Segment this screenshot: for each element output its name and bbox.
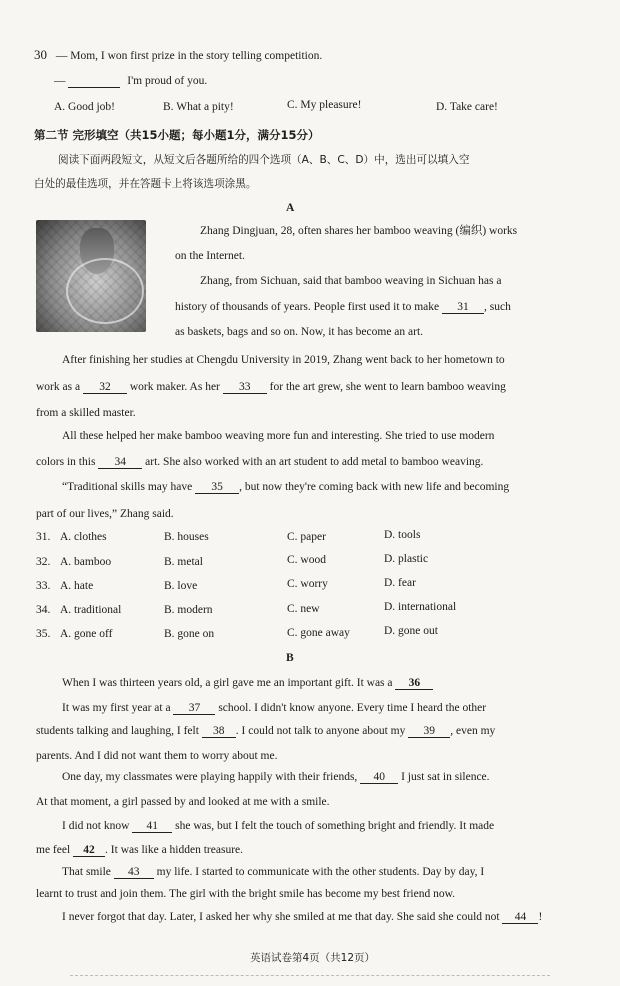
text: work as a: [36, 381, 81, 393]
passage-a-p4b: [36, 456, 483, 469]
text: history of thousands of years. People first used it to make: [175, 301, 440, 313]
option-33-b: B. love: [164, 580, 198, 592]
text: she was, but I felt the touch of something bright and friendly. It made: [175, 820, 495, 832]
basket-shape: [66, 258, 144, 324]
passage-a-p3a: After finishing her studies at Chengdu University in 2019, Zhang went back to her hometown to: [62, 354, 505, 366]
option-a: A. gone off: [60, 628, 113, 640]
text: work maker. As her: [129, 381, 220, 393]
text: , even my: [450, 725, 496, 737]
blank-42: 42: [73, 844, 105, 857]
q30-option-d: D. Take care!: [436, 101, 498, 113]
text: , such: [484, 301, 511, 313]
blank-35: 35: [195, 481, 239, 494]
blank-37: 37: [173, 702, 215, 715]
passage-b-l8: [36, 844, 243, 857]
blank-36: 36: [395, 677, 433, 690]
option-row-31: [36, 531, 107, 543]
option-row-32: [36, 556, 111, 568]
option-33-c: C. worry: [287, 578, 328, 590]
text: art. She also worked with an art student to add metal to bamboo weaving.: [145, 456, 484, 468]
footer-divider: [70, 975, 550, 976]
option-34-d: D. international: [384, 601, 457, 613]
option-33-d: D. fear: [384, 577, 416, 589]
q30-line1: [34, 47, 322, 63]
option-34-b: B. modern: [164, 604, 213, 616]
option-35-c: C. gone away: [287, 627, 350, 639]
option-a: A. hate: [60, 580, 94, 592]
passage-b-l5: [62, 771, 490, 784]
option-32-d: D. plastic: [384, 553, 429, 565]
blank-38: 38: [202, 725, 236, 738]
passage-a-p1b: on the Internet.: [175, 250, 245, 262]
text: !: [538, 911, 543, 923]
passage-a-p3c: from a skilled master.: [36, 407, 136, 419]
option-35-b: B. gone on: [164, 628, 215, 640]
blank-44: 44: [502, 911, 538, 924]
q30-option-b: B. What a pity!: [163, 101, 234, 113]
section-instruction-1: 阅读下面两段短文，从短文后各题所给的四个选项（A、B、C、D）中，选出可以填入空: [58, 154, 470, 166]
passage-b-l6: At that moment, a girl passed by and looked at me with a smile.: [36, 796, 330, 808]
passage-b-l9: [62, 866, 484, 879]
section-title: 第二节 完形填空（共15小题；每小题1分，满分15分）: [34, 128, 320, 142]
option-31-d: D. tools: [384, 529, 421, 541]
passage-a-p3b: [36, 381, 506, 394]
text: I did not know: [62, 820, 130, 832]
blank-34: 34: [98, 456, 142, 469]
text: school. I didn't know anyone. Every time I heard the other: [218, 702, 487, 714]
text: . It was like a hidden treasure.: [105, 844, 243, 856]
text: for the art grew, she went to learn bamboo weaving: [269, 381, 506, 393]
option-number: 31.: [36, 531, 51, 543]
option-row-35: [36, 628, 113, 640]
option-number: 35.: [36, 628, 51, 640]
text: , but now they're coming back with new life and becoming: [239, 481, 510, 493]
dash: —: [54, 75, 66, 87]
passage-a-p1a: Zhang Dingjuan, 28, often shares her bamboo weaving (编织) works: [200, 225, 518, 237]
passage-a-p2c: as baskets, bags and so on. Now, it has become an art.: [175, 326, 424, 338]
text: colors in this: [36, 456, 96, 468]
passage-b-l2: [62, 702, 486, 715]
passage-a-p5a: [62, 481, 509, 494]
q30-number: 30: [34, 47, 47, 62]
section-instruction-2: 白处的最佳选项，并在答题卡上将该选项涂黑。: [34, 178, 257, 190]
option-32-b: B. metal: [164, 556, 203, 568]
option-31-c: C. paper: [287, 531, 326, 543]
blank-40: 40: [360, 771, 398, 784]
text: . I could not talk to anyone about my: [235, 725, 406, 737]
option-row-33: [36, 580, 93, 592]
text: It was my first year at a: [62, 702, 171, 714]
text: “Traditional skills may have: [62, 481, 193, 493]
option-a: A. bamboo: [60, 556, 112, 568]
q30-reply: I'm proud of you.: [127, 75, 208, 87]
q30-option-a: A. Good job!: [54, 101, 116, 113]
passage-a-p5b: part of our lives,” Zhang said.: [36, 508, 174, 520]
text: That smile: [62, 866, 111, 878]
passage-a-p2a: Zhang, from Sichuan, said that bamboo weaving in Sichuan has a: [200, 275, 502, 287]
blank-39: 39: [408, 725, 450, 738]
option-32-c: C. wood: [287, 554, 326, 566]
option-31-b: B. houses: [164, 531, 209, 543]
passage-b-l3: [36, 725, 495, 738]
passage-b-l11: [62, 911, 542, 924]
blank-41: 41: [132, 820, 172, 833]
blank-31: 31: [442, 301, 484, 314]
q30-line2: [54, 75, 207, 88]
passage-a-p2b: [175, 301, 511, 314]
option-a: A. clothes: [60, 531, 107, 543]
text: One day, my classmates were playing happily with their friends,: [62, 771, 358, 783]
option-number: 32.: [36, 556, 51, 568]
passage-b-l1: [62, 677, 433, 690]
q30-prompt: — Mom, I won first prize in the story telling competition.: [55, 50, 323, 62]
text: I just sat in silence.: [401, 771, 490, 783]
option-row-34: [36, 604, 121, 616]
page-footer: 英语试卷第4页（共12页）: [250, 952, 376, 964]
passage-a-label: A: [286, 202, 295, 214]
bamboo-weaving-photo: [36, 220, 146, 332]
option-35-d: D. gone out: [384, 625, 438, 637]
q30-option-c: C. My pleasure!: [287, 99, 362, 111]
blank-33: 33: [223, 381, 267, 394]
option-34-c: C. new: [287, 603, 320, 615]
blank-32: 32: [83, 381, 127, 394]
option-a: A. traditional: [60, 604, 122, 616]
text: students talking and laughing, I felt: [36, 725, 199, 737]
passage-b-l10: learnt to trust and join them. The girl with the bright smile has become my best friend now.: [36, 888, 456, 900]
text: I never forgot that day. Later, I asked her why she smiled at me that day. She said she could not: [62, 911, 500, 923]
text: When I was thirteen years old, a girl gave me an important gift. It was a: [62, 677, 393, 689]
passage-b-label: B: [286, 652, 294, 664]
answer-blank-30: [68, 75, 120, 88]
text: my life. I started to communicate with the other students. Day by day, I: [156, 866, 485, 878]
passage-b-l7: [62, 820, 494, 833]
option-number: 33.: [36, 580, 51, 592]
blank-43: 43: [114, 866, 154, 879]
passage-a-p4a: All these helped her make bamboo weaving more fun and interesting. She tried to use modern: [62, 430, 495, 442]
text: me feel: [36, 844, 71, 856]
option-number: 34.: [36, 604, 51, 616]
passage-b-l4: parents. And I did not want them to worry about me.: [36, 750, 278, 762]
